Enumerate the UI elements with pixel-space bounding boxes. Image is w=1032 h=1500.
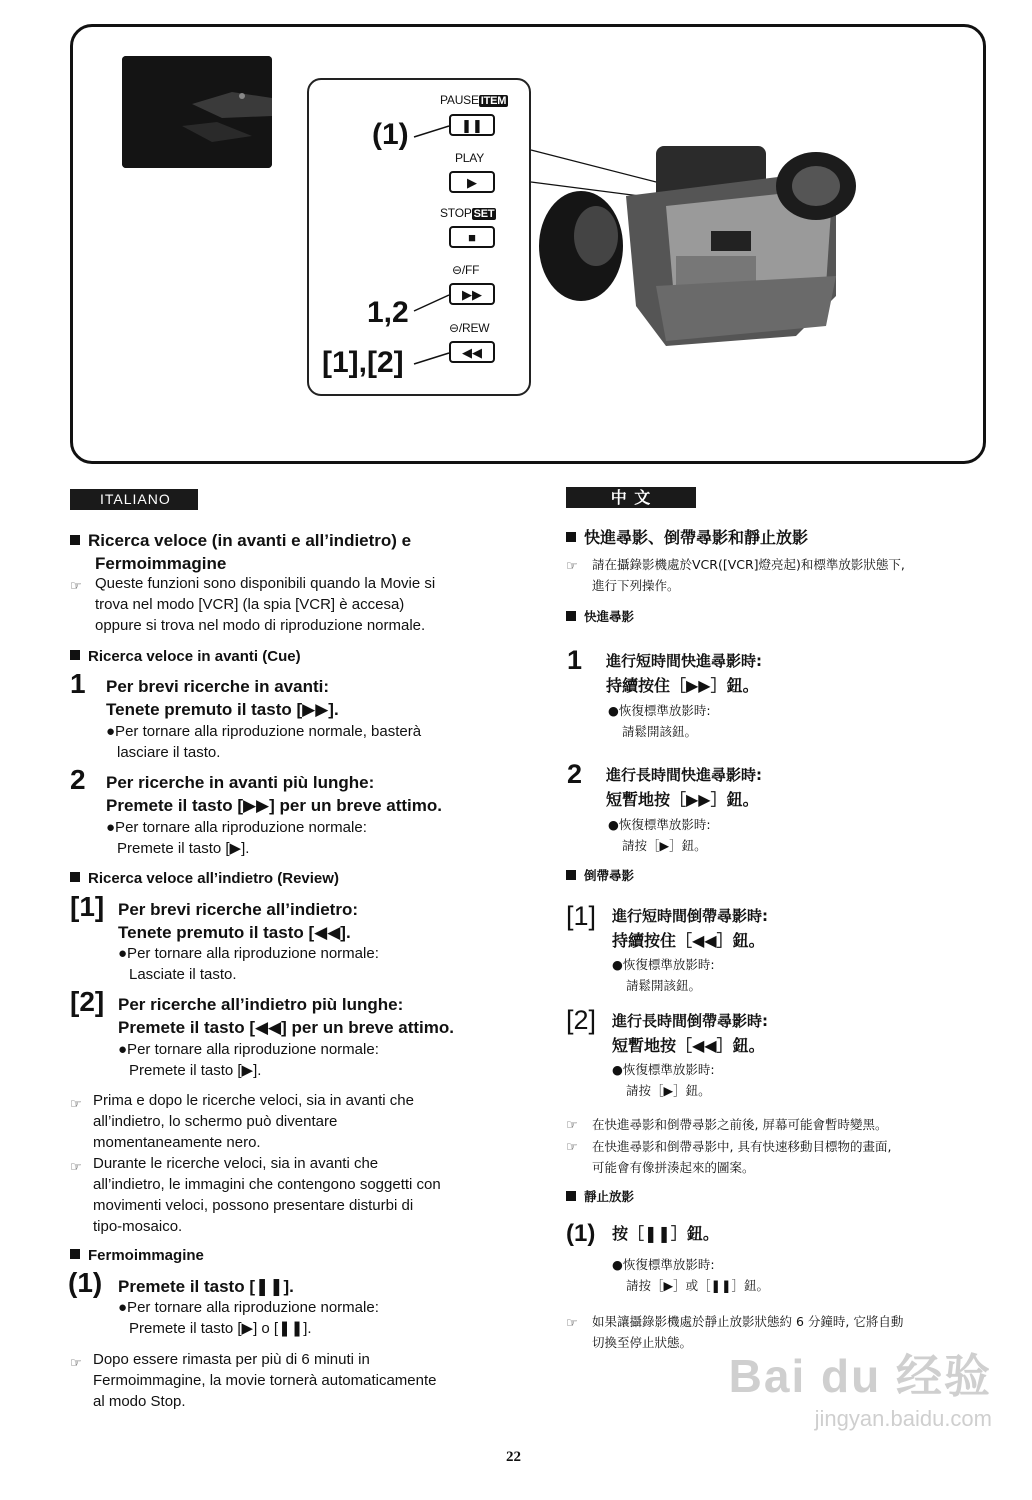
cn-ff-step1-line2: 持續按住［▶▶］鈕。	[606, 676, 759, 695]
it-still-step-note2: Premete il tasto [▶] o [❚❚].	[129, 1320, 312, 1337]
baidu-watermark	[729, 1340, 992, 1432]
cn-rew-step1-note1: ●恢復標準放影時:	[612, 957, 715, 972]
pause-label: PAUSE ITEM	[440, 93, 507, 107]
it-cue-step2-number: 2	[70, 764, 86, 795]
cn-ff-step1-line1: 進行短時間快進尋影時:	[606, 652, 762, 670]
it-note1-line1: Prima e dopo le ricerche veloci, sia in avanti che	[93, 1092, 414, 1109]
it-note1-line3: momentaneamente nero.	[93, 1134, 261, 1151]
cn-rew-step2-note1: ●恢復標準放影時:	[612, 1062, 715, 1077]
cn-rew-step1-line1: 進行短時間倒帶尋影時:	[612, 907, 768, 925]
ff-label: ⊖/FF	[452, 263, 480, 277]
pause-button[interactable]: ❚❚	[449, 114, 495, 136]
camcorder-illustration	[536, 136, 866, 356]
cn-note-2: 在快進尋影和倒帶尋影中, 具有快速移動目標物的畫面,	[592, 1139, 892, 1154]
cn-rew-step1-line2: 持續按住［◀◀］鈕。	[612, 931, 765, 950]
cn-ff-step1-number: 1	[567, 645, 583, 675]
stop-label: STOP SET	[440, 206, 495, 220]
it-review-header: Ricerca veloce all’indietro (Review)	[70, 868, 339, 889]
stop-button[interactable]: ■	[449, 226, 495, 248]
it-review-step1-note1: ●Per tornare alla riproduzione normale:	[118, 945, 379, 962]
callout-ff: 1,2	[367, 296, 409, 329]
it-review-step2-note2: Premete il tasto [▶].	[129, 1062, 262, 1079]
it-still-header: Fermoimmagine	[70, 1245, 204, 1266]
fast-forward-button[interactable]: ▶▶	[449, 283, 495, 305]
it-still-step-note1: ●Per tornare alla riproduzione normale:	[118, 1299, 379, 1316]
watermark-url: jingyan.baidu.com	[814, 1406, 992, 1431]
it-cue-step1-note2: lasciare il tasto.	[117, 744, 221, 761]
leader-lines	[0, 0, 1032, 470]
cn-note-3: 可能會有像拼湊起來的圖案。	[592, 1160, 755, 1175]
cn-rew-step2-note2: 請按［▶］鈕。	[626, 1083, 711, 1098]
cn-rew-step1-note2: 請鬆開該鈕。	[626, 978, 702, 993]
note-hand-icon: ☞	[70, 578, 82, 593]
it-cue-step1-note1: ●Per tornare alla riproduzione normale, basterà	[106, 723, 422, 740]
item-tag: ITEM	[480, 95, 507, 107]
it-cue-step2-line1: Per ricerche in avanti più lunghe:	[106, 773, 375, 792]
page-number: 22	[506, 1449, 521, 1465]
watermark-brand: Bai du 经验	[728, 1350, 992, 1402]
it-cue-step2-note2: Premete il tasto [▶].	[117, 840, 250, 857]
it-note2-line4: tipo-mosaico.	[93, 1218, 183, 1235]
note-hand-icon: ☞	[70, 1159, 82, 1174]
cn-ff-step1-note1: ●恢復標準放影時:	[608, 703, 711, 718]
it-intro-3: oppure si trova nel modo di riproduzione normale.	[95, 617, 426, 634]
cn-still-step-note1: ●恢復標準放影時:	[612, 1257, 715, 1272]
it-note2-line1: Durante le ricerche veloci, sia in avanti che	[93, 1155, 379, 1172]
cn-ff-header: 快進尋影	[566, 607, 634, 626]
cn-rew-step2-number: [2]	[566, 1005, 597, 1035]
cn-final-note-1: 如果讓攝錄影機處於靜止放影狀態約 6 分鐘時, 它將自動	[592, 1314, 904, 1329]
rew-label: ⊖/REW	[449, 321, 490, 335]
callout-rew: [1],[2]	[322, 346, 404, 379]
it-cue-step2-note1: ●Per tornare alla riproduzione normale:	[106, 819, 367, 836]
it-still-step-line1: Premete il tasto [❚❚].	[118, 1277, 294, 1296]
cn-final-note-2: 切換至停止狀態。	[592, 1335, 693, 1350]
it-note2-line3: movimenti veloci, possono presentare disturbi di	[93, 1197, 414, 1214]
it-review-step1-number: [1]	[70, 891, 105, 922]
note-hand-icon: ☞	[566, 1117, 578, 1132]
it-note2-line2: all’indietro, le immagini che contengono soggetti con	[93, 1176, 441, 1193]
it-intro-1: Queste funzioni sono disponibili quando la Movie si	[95, 575, 436, 592]
it-cue-step1-line1: Per brevi ricerche in avanti:	[106, 677, 329, 696]
cn-ff-step1-note2: 請鬆開該鈕。	[622, 724, 698, 739]
it-note1-line2: all’indietro, lo schermo può diventare	[93, 1113, 338, 1130]
cn-still-header: 靜止放影	[566, 1187, 634, 1206]
cn-intro-1: 請在攝錄影機處於VCR([VCR]燈亮起)和標準放影狀態下,	[592, 557, 905, 572]
it-title-line1: Ricerca veloce (in avanti e all’indietro) e	[70, 529, 411, 552]
it-cue-step2-line2: Premete il tasto [▶▶] per un breve attimo.	[106, 796, 442, 815]
callout-pause: (1)	[372, 118, 409, 151]
it-cue-step1-line2: Tenete premuto il tasto [▶▶].	[106, 700, 339, 719]
it-review-step2-line2: Premete il tasto [◀◀] per un breve attimo.	[118, 1018, 454, 1037]
set-tag: SET	[473, 208, 495, 220]
cn-title: 快進尋影、倒帶尋影和靜止放影	[566, 526, 808, 549]
cn-ff-step2-number: 2	[567, 759, 583, 789]
it-still-step-number: (1)	[68, 1267, 103, 1298]
it-review-step2-number: [2]	[70, 986, 105, 1017]
it-final-note-3: al modo Stop.	[93, 1393, 186, 1410]
italian-section-header: ITALIANO	[70, 489, 198, 510]
cn-ff-step2-line2: 短暫地按［▶▶］鈕。	[606, 790, 759, 809]
cn-rew-step1-number: [1]	[566, 901, 597, 931]
cn-ff-step2-line1: 進行長時間快進尋影時:	[606, 766, 762, 784]
it-review-step2-line1: Per ricerche all’indietro più lunghe:	[118, 995, 404, 1014]
it-final-note-2: Fermoimmagine, la movie tornerà automaticamente	[93, 1372, 437, 1389]
it-final-note-1: Dopo essere rimasta per più di 6 minuti in	[93, 1351, 370, 1368]
note-hand-icon: ☞	[566, 1315, 578, 1330]
cn-ff-step2-note1: ●恢復標準放影時:	[608, 817, 711, 832]
chinese-section-header: 中 文	[566, 487, 696, 508]
note-hand-icon: ☞	[70, 1355, 82, 1370]
note-hand-icon: ☞	[70, 1096, 82, 1111]
it-cue-step1-number: 1	[70, 668, 86, 699]
cn-ff-step2-note2: 請按［▶］鈕。	[622, 838, 707, 853]
it-review-step1-note2: Lasciate il tasto.	[129, 966, 237, 983]
cn-still-step-number: (1)	[566, 1220, 596, 1247]
cn-still-step-line1: 按［❚❚］鈕。	[612, 1224, 719, 1243]
cn-rew-step2-line1: 進行長時間倒帶尋影時:	[612, 1012, 768, 1030]
play-label: PLAY	[455, 151, 484, 165]
cn-note-1: 在快進尋影和倒帶尋影之前後, 屏幕可能會暫時變黑。	[592, 1117, 888, 1132]
note-hand-icon: ☞	[566, 1139, 578, 1154]
rewind-button[interactable]: ◀◀	[449, 341, 495, 363]
note-hand-icon: ☞	[566, 558, 578, 573]
cn-still-step-note2: 請按［▶］或［❚❚］鈕。	[626, 1278, 770, 1293]
cn-rew-step2-line2: 短暫地按［◀◀］鈕。	[612, 1036, 765, 1055]
it-review-step2-note1: ●Per tornare alla riproduzione normale:	[118, 1041, 379, 1058]
it-review-step1-line2: Tenete premuto il tasto [◀◀].	[118, 923, 351, 942]
cn-rew-header: 倒帶尋影	[566, 866, 634, 885]
play-button[interactable]: ▶	[449, 171, 495, 193]
it-cue-header: Ricerca veloce in avanti (Cue)	[70, 646, 301, 667]
it-intro-2: trova nel modo [VCR] (la spia [VCR] è accesa)	[95, 596, 405, 613]
it-title-line2: Fermoimmagine	[95, 554, 227, 573]
it-review-step1-line1: Per brevi ricerche all’indietro:	[118, 900, 358, 919]
cn-intro-2: 進行下列操作。	[592, 578, 680, 593]
